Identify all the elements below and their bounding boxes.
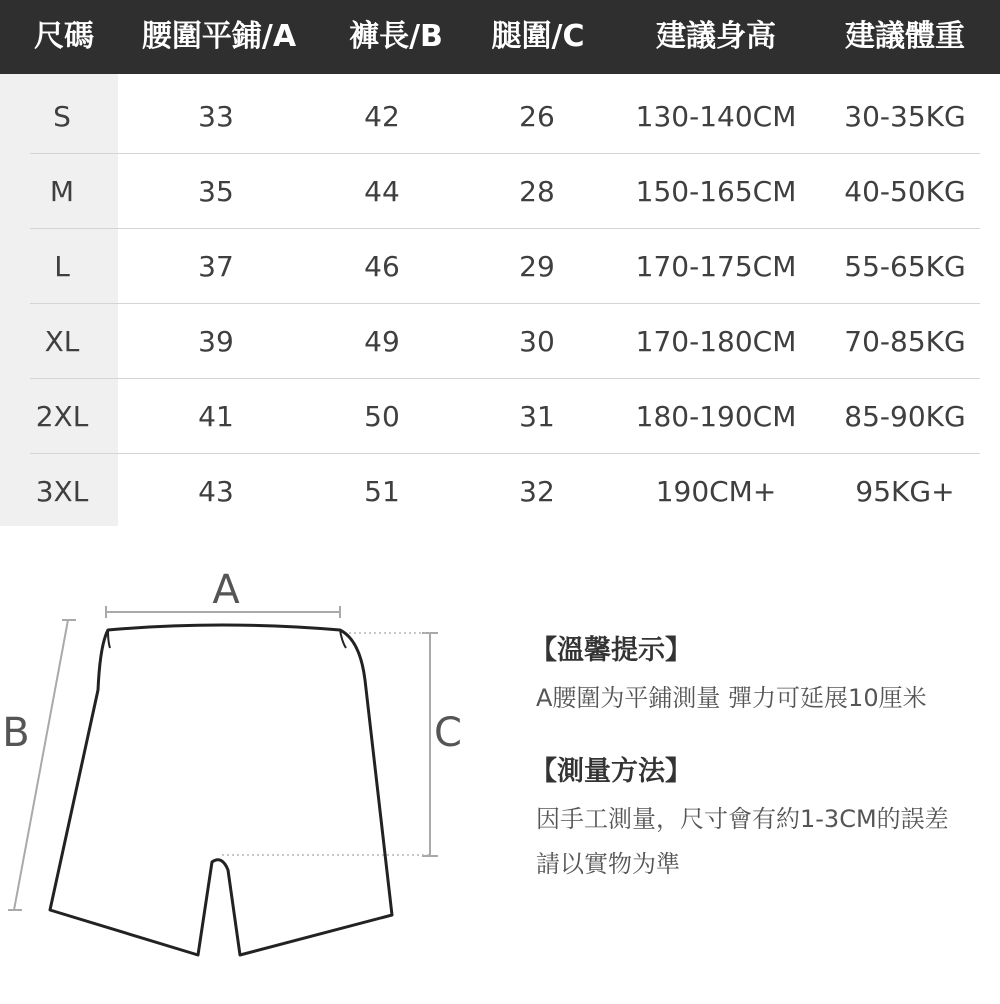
cell-length: 42 <box>364 100 400 133</box>
cell-leg: 28 <box>519 175 555 208</box>
cell-leg: 32 <box>519 475 555 508</box>
table-header <box>0 0 1000 74</box>
method-title: 【測量方法】 <box>530 756 692 787</box>
waistband-left <box>108 630 110 648</box>
cell-length: 51 <box>364 475 400 508</box>
table-row <box>0 154 1000 229</box>
cell-height: 150-165CM <box>635 175 797 208</box>
shorts-diagram <box>0 540 500 1000</box>
cell-size: S <box>53 100 71 133</box>
cell-leg: 26 <box>519 100 555 133</box>
table-row <box>0 454 1000 529</box>
header-height: 建議身高 <box>656 19 776 54</box>
table-row <box>0 79 1000 154</box>
cell-weight: 95KG+ <box>855 475 955 508</box>
label-b: B <box>2 710 30 756</box>
cell-size: XL <box>44 325 80 358</box>
shorts-outline <box>50 625 392 955</box>
header-weight: 建議體重 <box>845 19 965 54</box>
cell-waist: 37 <box>198 250 234 283</box>
cell-size: L <box>54 250 70 283</box>
cell-height: 190CM+ <box>655 475 777 508</box>
cell-waist: 33 <box>198 100 234 133</box>
header-waist: 腰圍平鋪/A <box>141 19 297 54</box>
table-row <box>0 304 1000 379</box>
header-size: 尺碼 <box>34 19 94 54</box>
cell-waist: 41 <box>198 400 234 433</box>
cell-leg: 31 <box>519 400 555 433</box>
cell-waist: 43 <box>198 475 234 508</box>
table-row <box>0 229 1000 304</box>
header-leg: 腿圍/C <box>491 19 585 54</box>
cell-length: 50 <box>364 400 400 433</box>
cell-leg: 30 <box>519 325 555 358</box>
header-length: 褲長/B <box>349 19 443 54</box>
cell-length: 46 <box>364 250 400 283</box>
tip-title: 【溫馨提示】 <box>530 635 692 666</box>
method-text-line1: 因手工測量，尺寸會有約1-3CM的誤差 <box>536 805 949 833</box>
cell-size: M <box>49 175 75 208</box>
cell-weight: 55-65KG <box>844 250 966 283</box>
label-a: A <box>212 567 240 613</box>
cell-waist: 35 <box>198 175 234 208</box>
cell-weight: 85-90KG <box>844 400 966 433</box>
cell-height: 130-140CM <box>635 100 797 133</box>
cell-size: 2XL <box>35 400 89 433</box>
cell-length: 49 <box>364 325 400 358</box>
cell-waist: 39 <box>198 325 234 358</box>
cell-height: 170-175CM <box>635 250 797 283</box>
method-text-line2: 請以實物为準 <box>536 850 680 878</box>
cell-weight: 70-85KG <box>844 325 966 358</box>
cell-length: 44 <box>364 175 400 208</box>
label-c: C <box>434 710 462 756</box>
cell-size: 3XL <box>35 475 89 508</box>
cell-weight: 30-35KG <box>844 100 966 133</box>
cell-weight: 40-50KG <box>844 175 966 208</box>
cell-height: 170-180CM <box>635 325 797 358</box>
cell-leg: 29 <box>519 250 555 283</box>
table-row <box>0 379 1000 454</box>
tip-text: A腰圍为平鋪測量 彈力可延展10厘米 <box>536 684 927 712</box>
cell-height: 180-190CM <box>635 400 797 433</box>
